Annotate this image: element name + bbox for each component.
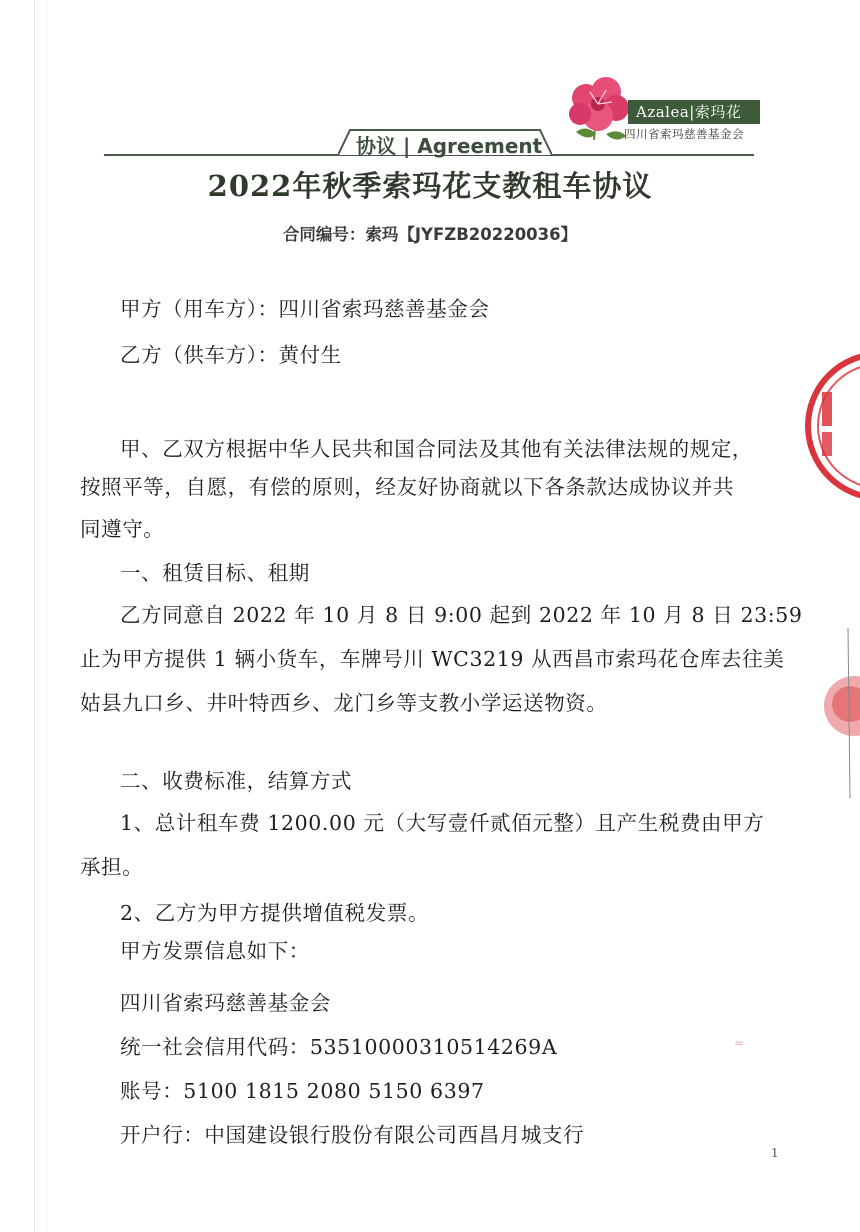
fee-line: 承担。 xyxy=(80,855,144,879)
page-number: 1 xyxy=(771,1146,779,1160)
intro-line: 按照平等，自愿，有偿的原则，经友好协商就以下各条款达成协议并共 xyxy=(80,475,735,499)
intro-line: 甲、乙双方根据中华人民共和国合同法及其他有关法律法规的规定， xyxy=(120,437,753,461)
document-title: 2022年秋季索玛花支教租车协议 xyxy=(207,169,653,203)
logo-brand: Azalea|索玛花 xyxy=(628,100,760,124)
fee-line: 1、总计租车费 1200.00 元（大写壹仟贰佰元整）且产生税费由甲方 xyxy=(120,811,765,835)
invoice-name: 四川省索玛慈善基金会 xyxy=(120,991,331,1015)
invoice-account: 账号：5100 1815 2080 5150 6397 xyxy=(120,1079,485,1103)
header-label: 协议 | Agreement xyxy=(356,134,543,158)
contract-number: 合同编号：索玛【JYFZB20220036】 xyxy=(282,225,578,244)
faint-mark: ≈ xyxy=(734,1036,745,1050)
intro-line: 同遵守。 xyxy=(80,517,165,541)
section2-heading: 二、收费标准，结算方式 xyxy=(120,769,353,793)
logo-subtitle: 四川省索玛慈善基金会 xyxy=(624,127,744,141)
invoice-clause: 2、乙方为甲方提供增值税发票。 xyxy=(120,901,430,925)
margin-mark xyxy=(840,628,860,798)
invoice-heading: 甲方发票信息如下： xyxy=(120,939,310,963)
azalea-logo xyxy=(566,74,766,146)
invoice-bank: 开户行：中国建设银行股份有限公司西昌月城支行 xyxy=(120,1123,585,1147)
section1-heading: 一、租赁目标、租期 xyxy=(120,561,310,585)
section1-line: 乙方同意自 2022 年 10 月 8 日 9:00 起到 2022 年 10 月 8 日 23:59 xyxy=(120,603,803,627)
party-a: 甲方（用车方）：四川省索玛慈善基金会 xyxy=(120,297,490,321)
section1-line: 止为甲方提供 1 辆小货车，车牌号川 WC3219 从西昌市索玛花仓库去往美 xyxy=(80,647,785,671)
party-b: 乙方（供车方）：黄付生 xyxy=(120,343,342,367)
section1-line: 姑县九口乡、井叶特西乡、龙门乡等支教小学运送物资。 xyxy=(80,691,608,715)
seal-stamp-icon xyxy=(800,346,860,506)
invoice-credit-code: 统一社会信用代码：53510000310514269A xyxy=(120,1035,558,1059)
